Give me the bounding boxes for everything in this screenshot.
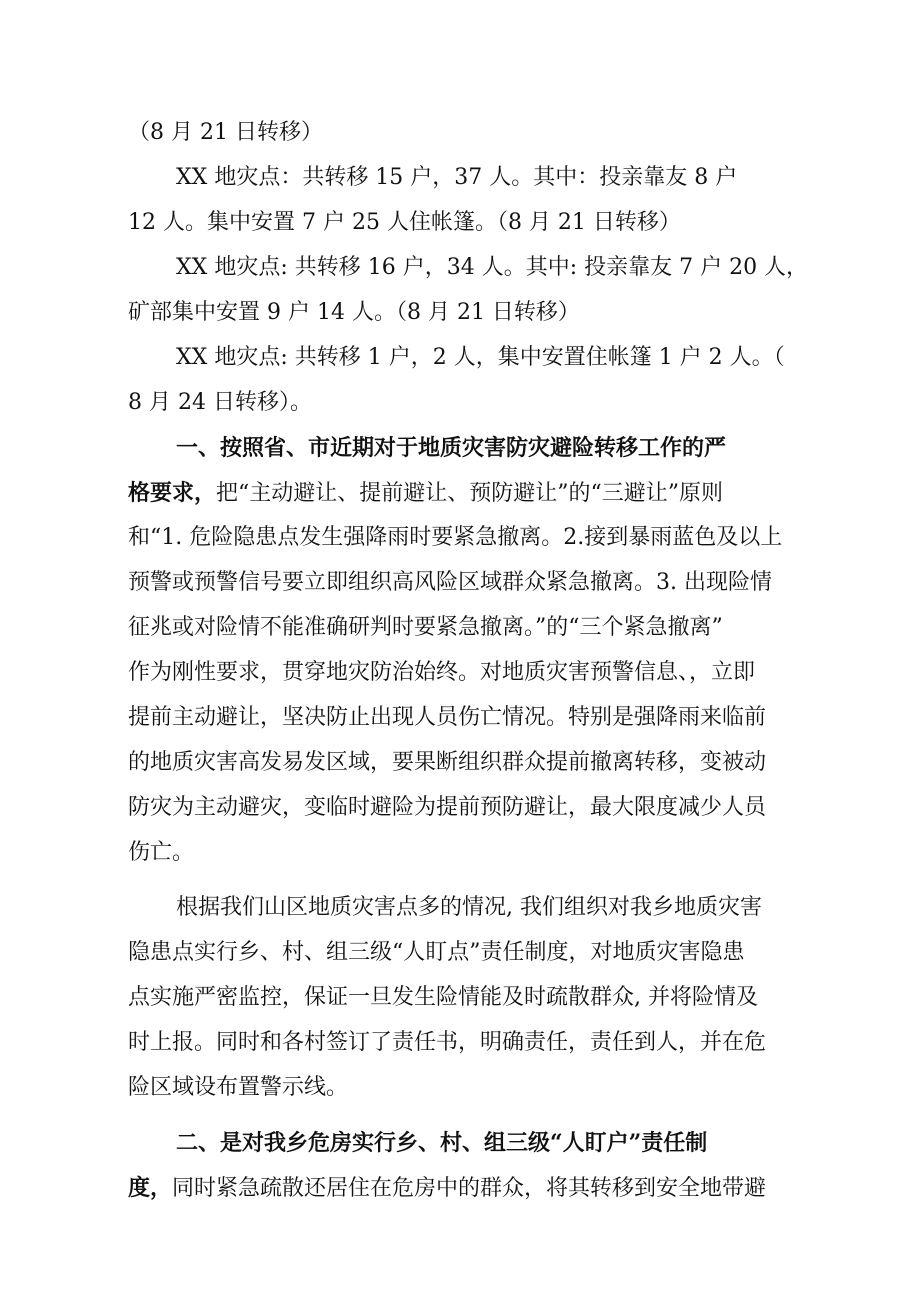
text-line	[128, 793, 766, 823]
text-line	[176, 343, 785, 373]
text-line	[128, 983, 758, 1013]
text-segment: 险区域设布置警示线。	[128, 1075, 349, 1100]
text-line	[176, 163, 737, 193]
text-segment: 伤亡。	[128, 840, 195, 865]
text-segment: 时上报。同时和各村签订了责任书，明确责任，责任到人，并在危	[128, 1030, 767, 1055]
text-line	[128, 1028, 766, 1058]
text-segment: 预警或预警信号要立即组织高风险区域群众紧急撤离。3. 出现险情	[128, 570, 772, 595]
text-segment: 度，	[128, 1175, 173, 1201]
text-segment: 格要求，	[128, 480, 217, 506]
text-line	[176, 253, 808, 283]
text-segment: （8 月 21 日转移）	[128, 120, 323, 145]
text-segment: 点实施严密监控，保证一旦发生险情能及时疏散群众, 并将险情及	[128, 985, 758, 1010]
text-segment: 提前主动避让，坚决防止出现人员伤亡情况。特别是强降雨来临前	[128, 705, 767, 730]
text-segment: 和“1. 危险隐患点发生强降雨时要紧急撤离。2.接到暴雨蓝色及以上	[128, 525, 783, 550]
text-segment: 把“主动避让、提前避让、预防避让”的“三避让”原则	[216, 481, 724, 506]
text-line	[128, 703, 766, 733]
text-segment: 征兆或对险情不能准确研判时要紧急撤离。”的“三个紧急撤离”	[128, 615, 723, 640]
text-segment: XX 地灾点：共转移 15 户，37 人。其中：投亲靠友 8 户	[176, 165, 738, 190]
text-line	[128, 208, 681, 238]
section-heading-line	[176, 433, 726, 463]
text-line	[128, 478, 723, 508]
text-segment: 的地质灾害高发易发区域，要果断组织群众提前撤离转移，变被动	[128, 750, 767, 775]
text-segment: 防灾为主动避灾，变临时避险为提前预防避让，最大限度减少人员	[128, 795, 767, 820]
text-segment: 同时紧急疏散还居住在危房中的群众，将其转移到安全地带避	[172, 1176, 767, 1201]
text-segment: 12 人。集中安置 7 户 25 人住帐篷。（8 月 21 日转移）	[128, 210, 681, 235]
text-segment: 隐患点实行乡、村、组三级“人盯点”责任制度，对地质灾害隐患	[128, 940, 745, 965]
text-segment: 矿部集中安置 9 户 14 人。（8 月 21 日转移）	[128, 300, 580, 325]
text-line	[128, 658, 755, 688]
text-segment: 根据我们山区地质灾害点多的情况, 我们组织对我乡地质灾害	[176, 895, 762, 920]
text-line	[128, 298, 580, 328]
text-line	[128, 838, 194, 868]
text-segment: 作为刚性要求，贯穿地灾防治始终。对地质灾害预警信息、，立即	[128, 660, 756, 685]
text-line	[128, 388, 312, 418]
text-line	[176, 893, 762, 923]
text-line	[128, 568, 772, 598]
text-segment: 二、是对我乡危房实行乡、村、组三级“人盯户”责任制	[176, 1130, 708, 1156]
text-segment: 一、按照省、市近期对于地质灾害防灾避险转移工作的严	[176, 435, 727, 461]
text-line	[128, 613, 723, 643]
section-heading-line	[176, 1128, 707, 1158]
text-segment: XX 地灾点: 共转移 16 户，34 人。其中: 投亲靠友 7 户 20 人，	[176, 255, 809, 280]
text-line	[128, 1073, 348, 1103]
text-line	[128, 118, 323, 148]
text-segment: XX 地灾点: 共转移 1 户，2 人，集中安置住帐篷 1 户 2 人。（	[176, 345, 785, 370]
text-line	[128, 748, 766, 778]
text-line	[128, 1173, 766, 1203]
text-line	[128, 523, 782, 553]
text-segment: 8 月 24 日转移）。	[128, 390, 312, 415]
text-line	[128, 938, 745, 968]
